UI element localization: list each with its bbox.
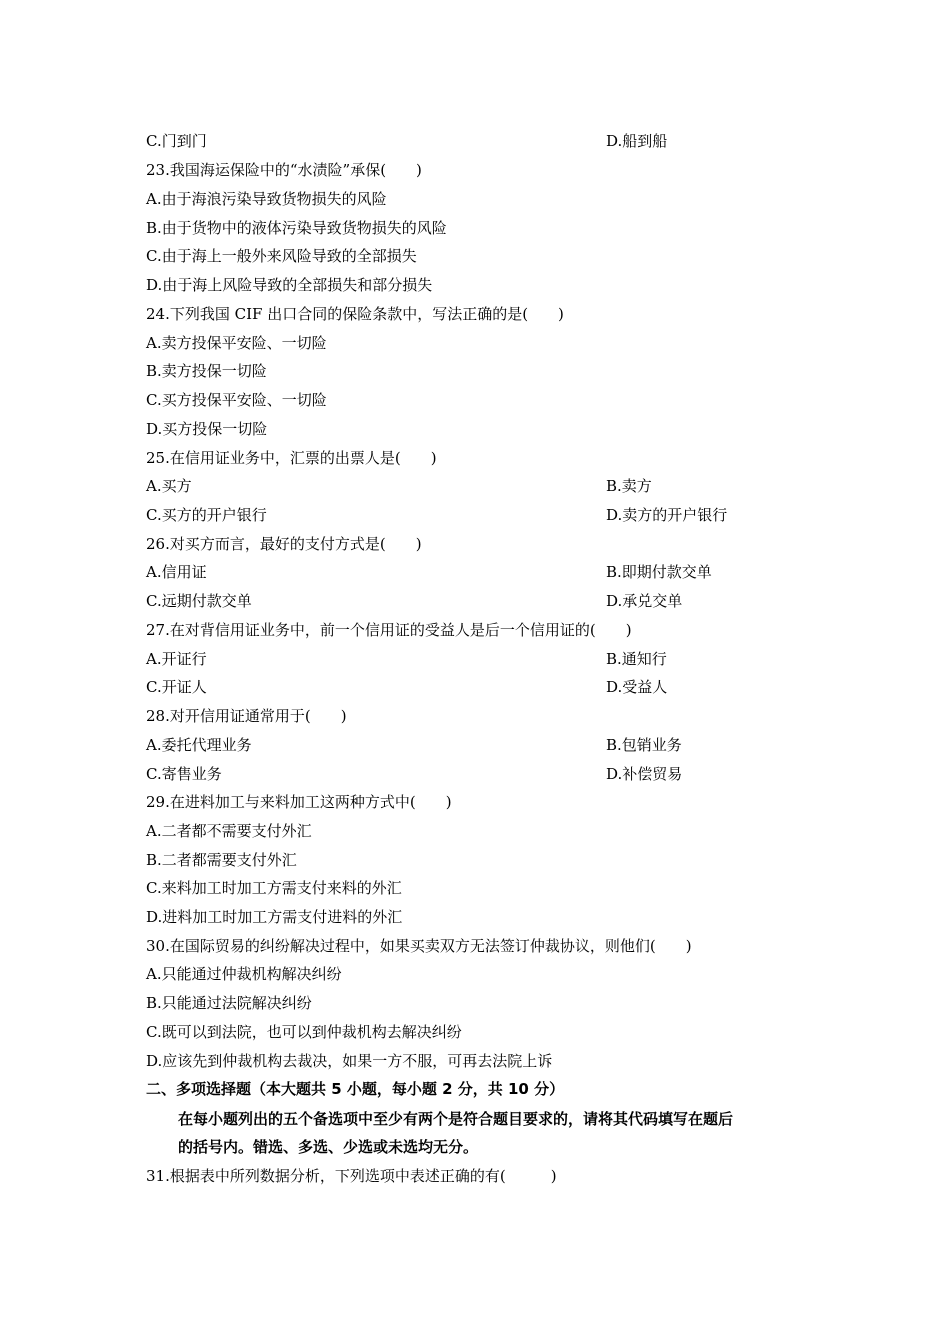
question-30: 30.在国际贸易的纠纷解决过程中，如果买卖双方无法签订仲裁协议，则他们( ): [146, 937, 692, 955]
option-row: [146, 591, 683, 611]
option-row: [146, 735, 682, 755]
option: B.由于货物中的液体污染导致货物损失的风险: [146, 219, 447, 237]
option-right: B.卖方: [606, 477, 652, 495]
section-instruction: 在每小题列出的五个备选项中至少有两个是符合题目要求的，请将其代码填写在题后: [178, 1110, 734, 1128]
option: C.由于海上一般外来风险导致的全部损失: [146, 247, 417, 265]
question-26: 26.对买方而言，最好的支付方式是( ): [146, 535, 422, 553]
option-row: [146, 131, 668, 151]
option-left: C.门到门: [146, 132, 207, 150]
option-left: A.开证行: [146, 650, 207, 668]
option-right: D.补偿贸易: [606, 765, 683, 783]
option-row: [146, 649, 667, 669]
option-row: [146, 562, 712, 582]
option-left: C.寄售业务: [146, 765, 222, 783]
option: A.二者都不需要支付外汇: [146, 822, 312, 840]
section-instruction: 的括号内。错选、多选、少选或未选均无分。: [178, 1138, 479, 1156]
option-left: C.买方的开户银行: [146, 506, 267, 524]
option-left: C.远期付款交单: [146, 592, 252, 610]
option: A.卖方投保平安险、一切险: [146, 334, 327, 352]
option: D.由于海上风险导致的全部损失和部分损失: [146, 276, 433, 294]
option-left: A.买方: [146, 477, 192, 495]
option: B.二者都需要支付外汇: [146, 851, 297, 869]
option: A.只能通过仲裁机构解决纠纷: [146, 965, 342, 983]
option: C.来料加工时加工方需支付来料的外汇: [146, 879, 402, 897]
option-row: [146, 476, 652, 496]
question-31: 31.根据表中所列数据分析，下列选项中表述正确的有( ): [146, 1167, 557, 1185]
option: B.只能通过法院解决纠纷: [146, 994, 312, 1012]
question-27: 27.在对背信用证业务中，前一个信用证的受益人是后一个信用证的( ): [146, 621, 632, 639]
option: C.既可以到法院，也可以到仲裁机构去解决纠纷: [146, 1023, 462, 1041]
option: D.应该先到仲裁机构去裁决，如果一方不服，可再去法院上诉: [146, 1052, 553, 1070]
option-right: B.通知行: [606, 650, 667, 668]
option: D.进料加工时加工方需支付进料的外汇: [146, 908, 403, 926]
option-right: D.受益人: [606, 678, 668, 696]
option-right: D.卖方的开户银行: [606, 506, 728, 524]
option-left: C.开证人: [146, 678, 207, 696]
option-left: A.委托代理业务: [146, 736, 252, 754]
option-left: A.信用证: [146, 563, 207, 581]
option: B.卖方投保一切险: [146, 362, 267, 380]
option-right: D.船到船: [606, 132, 668, 150]
question-29: 29.在进料加工与来料加工这两种方式中( ): [146, 793, 452, 811]
option: D.买方投保一切险: [146, 420, 268, 438]
question-23: 23.我国海运保险中的“水渍险”承保( ): [146, 161, 422, 179]
option-row: [146, 677, 668, 697]
question-28: 28.对开信用证通常用于( ): [146, 707, 347, 725]
option-right: B.包销业务: [606, 736, 682, 754]
section-heading: 二、多项选择题（本大题共 5 小题，每小题 2 分，共 10 分）: [146, 1080, 565, 1098]
option: C.买方投保平安险、一切险: [146, 391, 327, 409]
option-row: [146, 505, 728, 525]
option-row: [146, 764, 683, 784]
option: A.由于海浪污染导致货物损失的风险: [146, 190, 387, 208]
question-24: 24.下列我国 CIF 出口合同的保险条款中，写法正确的是( ): [146, 305, 564, 323]
question-25: 25.在信用证业务中，汇票的出票人是( ): [146, 449, 437, 467]
option-right: D.承兑交单: [606, 592, 683, 610]
option-right: B.即期付款交单: [606, 563, 712, 581]
